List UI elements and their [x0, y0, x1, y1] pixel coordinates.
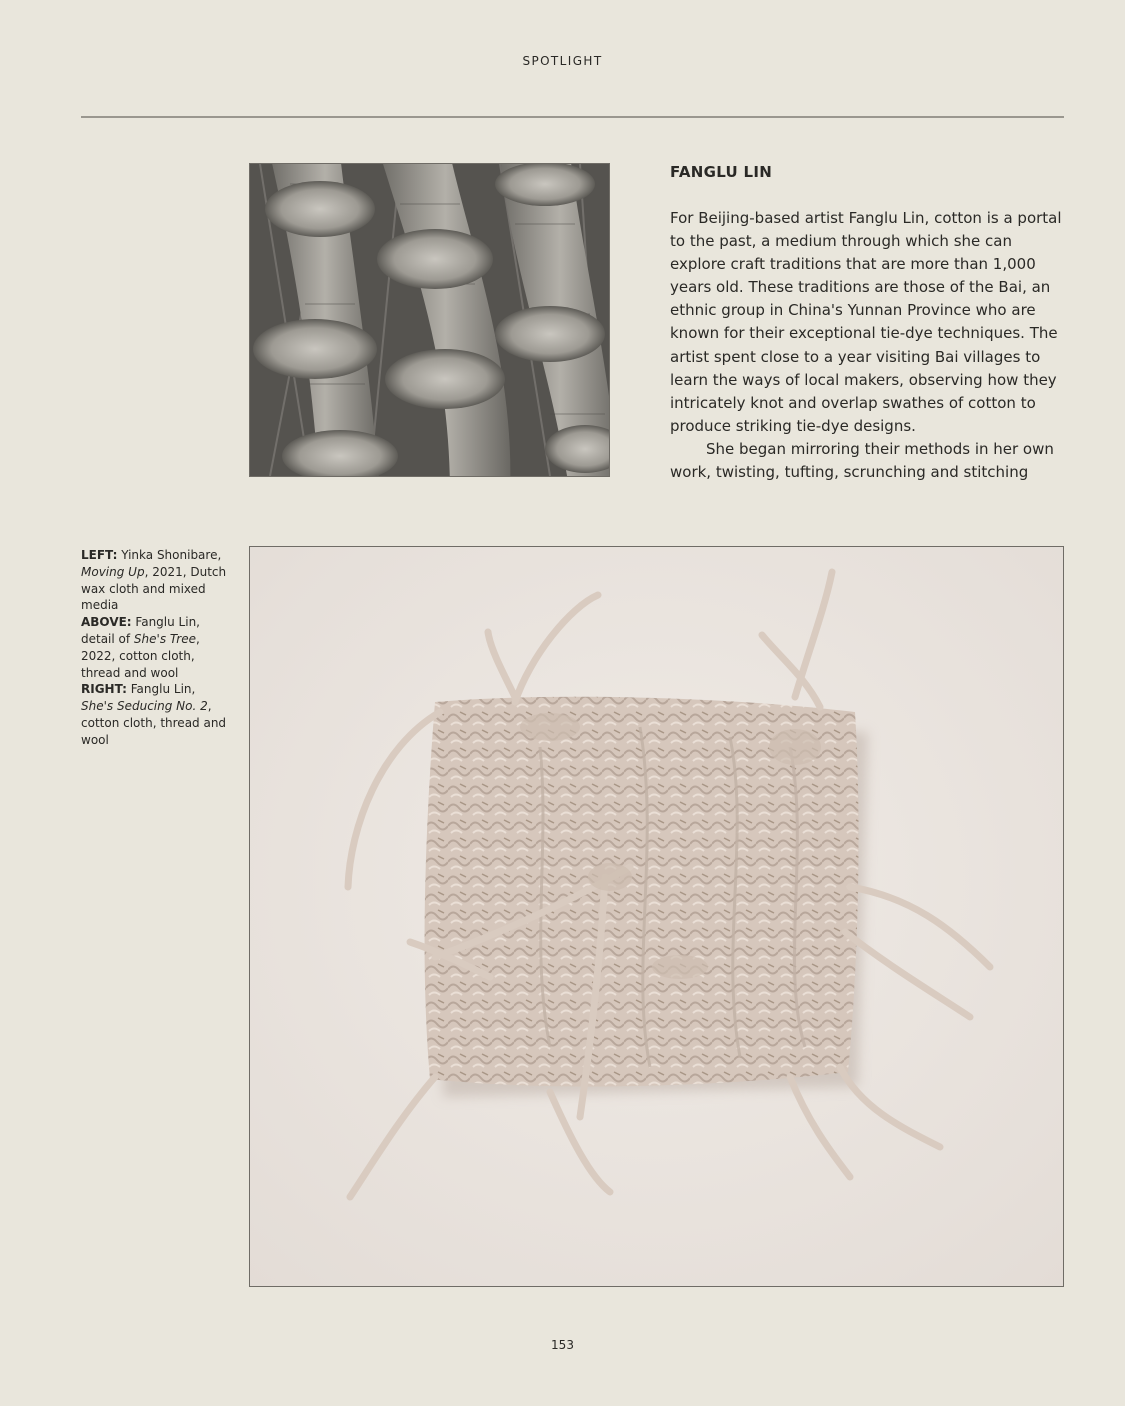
caption-text: Yinka Shonibare,	[117, 548, 222, 562]
page-number: 153	[551, 1338, 574, 1352]
caption-text: , 2022, cotton cloth, thread and wool	[81, 631, 200, 680]
caption-text: Fanglu Lin,	[126, 682, 196, 697]
caption-text: Fanglu Lin, detail of	[81, 615, 200, 646]
header-rule	[81, 116, 1064, 118]
artwork-detail-photo	[249, 163, 610, 477]
caption-work-title: She's Tree	[133, 631, 196, 646]
caption-work-title: She's Seducing No. 2	[81, 699, 208, 714]
caption-label: LEFT:	[81, 548, 118, 562]
article-body	[670, 207, 1070, 484]
artwork-main-photo	[249, 546, 1064, 1287]
caption-text: , 2021, Dutch wax cloth and mixed media	[81, 564, 227, 613]
section-label: SPOTLIGHT	[522, 54, 603, 68]
caption-label: RIGHT:	[81, 682, 127, 697]
article-paragraph: She began mirroring their methods in her own work, twisting, tufting, scrunching and stitching	[670, 439, 1054, 482]
image-captions	[81, 547, 231, 749]
article-paragraph: For Beijing-based artist Fanglu Lin, cotton is a portal to the past, a medium through which she can explore craft traditions that are more than 1,000 years old. These traditions are those of the Bai, an ethnic group in China's Yunnan Province who are known for their exceptional tie-dye techniques. The artist spent close to a year visiting Bai villages to learn the ways of local makers, observing how they intricately knot and overlap swathes of cotton to produce striking tie-dye designs.	[670, 209, 1062, 435]
article-title: FANGLU LIN	[670, 163, 773, 181]
caption-label: ABOVE:	[81, 615, 132, 630]
caption-work-title: Moving Up	[81, 564, 145, 579]
caption-text: , cotton cloth, thread and wool	[81, 699, 227, 747]
